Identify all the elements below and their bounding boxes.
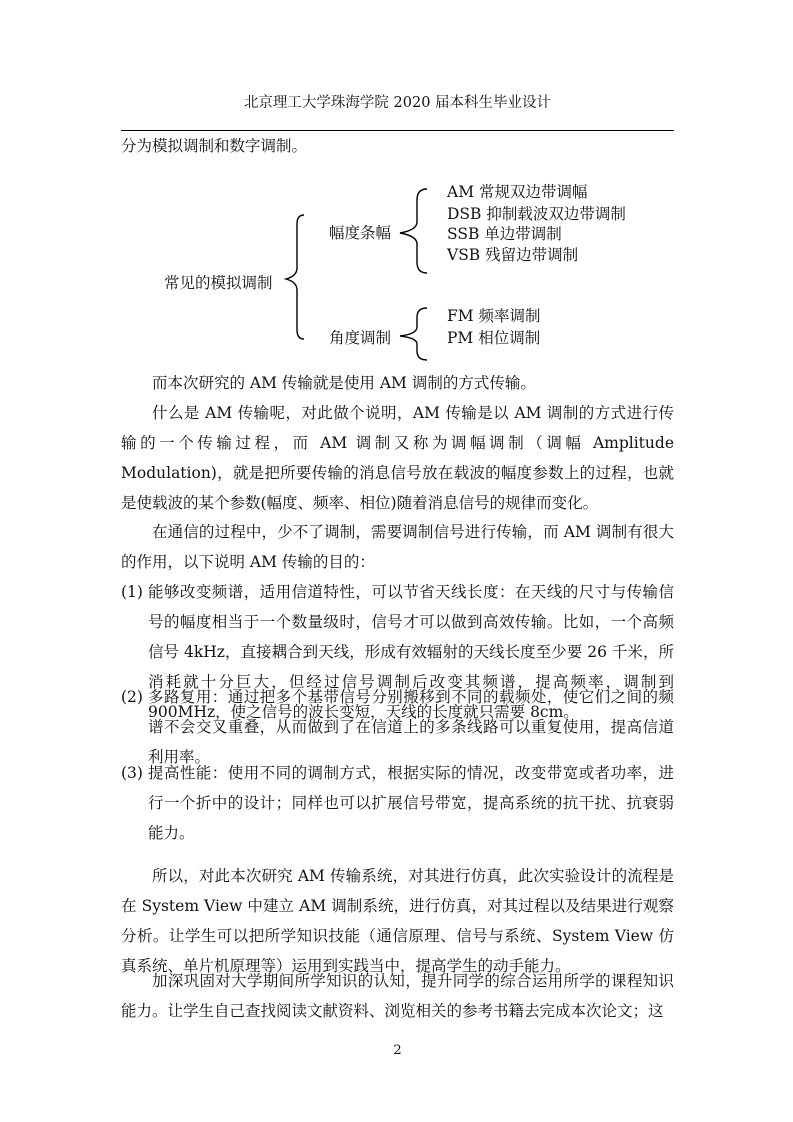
leaf-dsb: DSB 抑制载波双边带调制 bbox=[447, 205, 626, 223]
intro-line: 分为模拟调制和数字调制。 bbox=[121, 137, 308, 155]
leaf-vsb: VSB 残留边带调制 bbox=[447, 246, 579, 264]
list-number: (3) bbox=[121, 764, 143, 782]
paragraph-purpose-intro: 在通信的过程中，少不了调制，需要调制信号进行传输，而 AM 调制有很大的作用，以下说明 AM 传输的目的： bbox=[121, 523, 674, 571]
angle-brace bbox=[395, 305, 429, 363]
branch-angle-label: 角度调制 bbox=[329, 329, 392, 347]
leaf-pm: PM 相位调制 bbox=[447, 329, 541, 347]
leaf-ssb: SSB 单边带调制 bbox=[447, 225, 562, 243]
tree-root-label: 常见的模拟调制 bbox=[164, 274, 273, 292]
header-rule bbox=[121, 130, 674, 131]
paragraph-am-definition: 什么是 AM 传输呢，对此做个说明，AM 传输是以 AM 调制的方式进行传输的一个传输过程，而 AM 调制又称为调幅调制（调幅 Amplitude Modulation)，就是把所要传输的消息信号放在载波的幅度参数上的过程，也就是使载波的某个参数(幅度、频率、相位)随着消息信号的规律而变化。 bbox=[121, 404, 674, 512]
list-item-3 bbox=[121, 758, 674, 848]
paragraph-goals: 加深巩固对大学期间所学知识的认知，提升同学的综合运用所学的课程知识能力。让学生自己查找阅读文献资料、浏览相关的参考书籍去完成本次论文；这 bbox=[121, 972, 674, 1020]
page-header: 北京理工大学珠海学院 2020 届本科生毕业设计 bbox=[243, 95, 552, 111]
page-number: 2 bbox=[393, 1043, 402, 1058]
list-number: (2) bbox=[121, 688, 143, 706]
leaf-am: AM 常规双边带调幅 bbox=[447, 183, 588, 201]
root-brace bbox=[282, 212, 306, 342]
paragraph-am-intro: 而本次研究的 AM 传输就是使用 AM 调制的方式传输。 bbox=[152, 374, 536, 392]
list-text: 多路复用：通过把多个基带信号分别搬移到不同的载频处，使它们之间的频谱不会交叉重叠，从而做到了在信道上的多条线路可以重复使用，提高信道利用率。 bbox=[148, 688, 674, 766]
list-number: (1) bbox=[121, 583, 143, 601]
amplitude-brace bbox=[395, 186, 429, 276]
paragraph-summary: 所以，对此本次研究 AM 传输系统，对其进行仿真，此次实验设计的流程是在 System View 中建立 AM 调制系统，进行仿真，对其过程以及结果进行观察分析。让学生可以把所学知识技能（通信原理、信号与系统、System View 仿真系统、单片机原理等）运用到实践当中，提高学生的动手能力。 bbox=[121, 867, 674, 975]
branch-amplitude-label: 幅度条幅 bbox=[329, 224, 392, 242]
list-text: 提高性能：使用不同的调制方式，根据实际的情况，改变带宽或者功率，进行一个折中的设计；同样也可以扩展信号带宽，提高系统的抗干扰、抗衰弱能力。 bbox=[148, 764, 674, 842]
list-text: 能够改变频谱，适用信道特性，可以节省天线长度：在天线的尺寸与传输信号的幅度相当于一个数量级时，信号才可以做到高效传输。比如，一个高频信号 4kHz，直接耦合到天线，形成有效辐射的天线长度至少要 26 千米，所消耗就十分巨大，但经过信号调制后改变其频谱，提高频率，调制到 900MHz，使之信号的波长变短，天线的长度就只需要 8cm。 bbox=[148, 583, 674, 721]
leaf-fm: FM 频率调制 bbox=[447, 307, 541, 325]
